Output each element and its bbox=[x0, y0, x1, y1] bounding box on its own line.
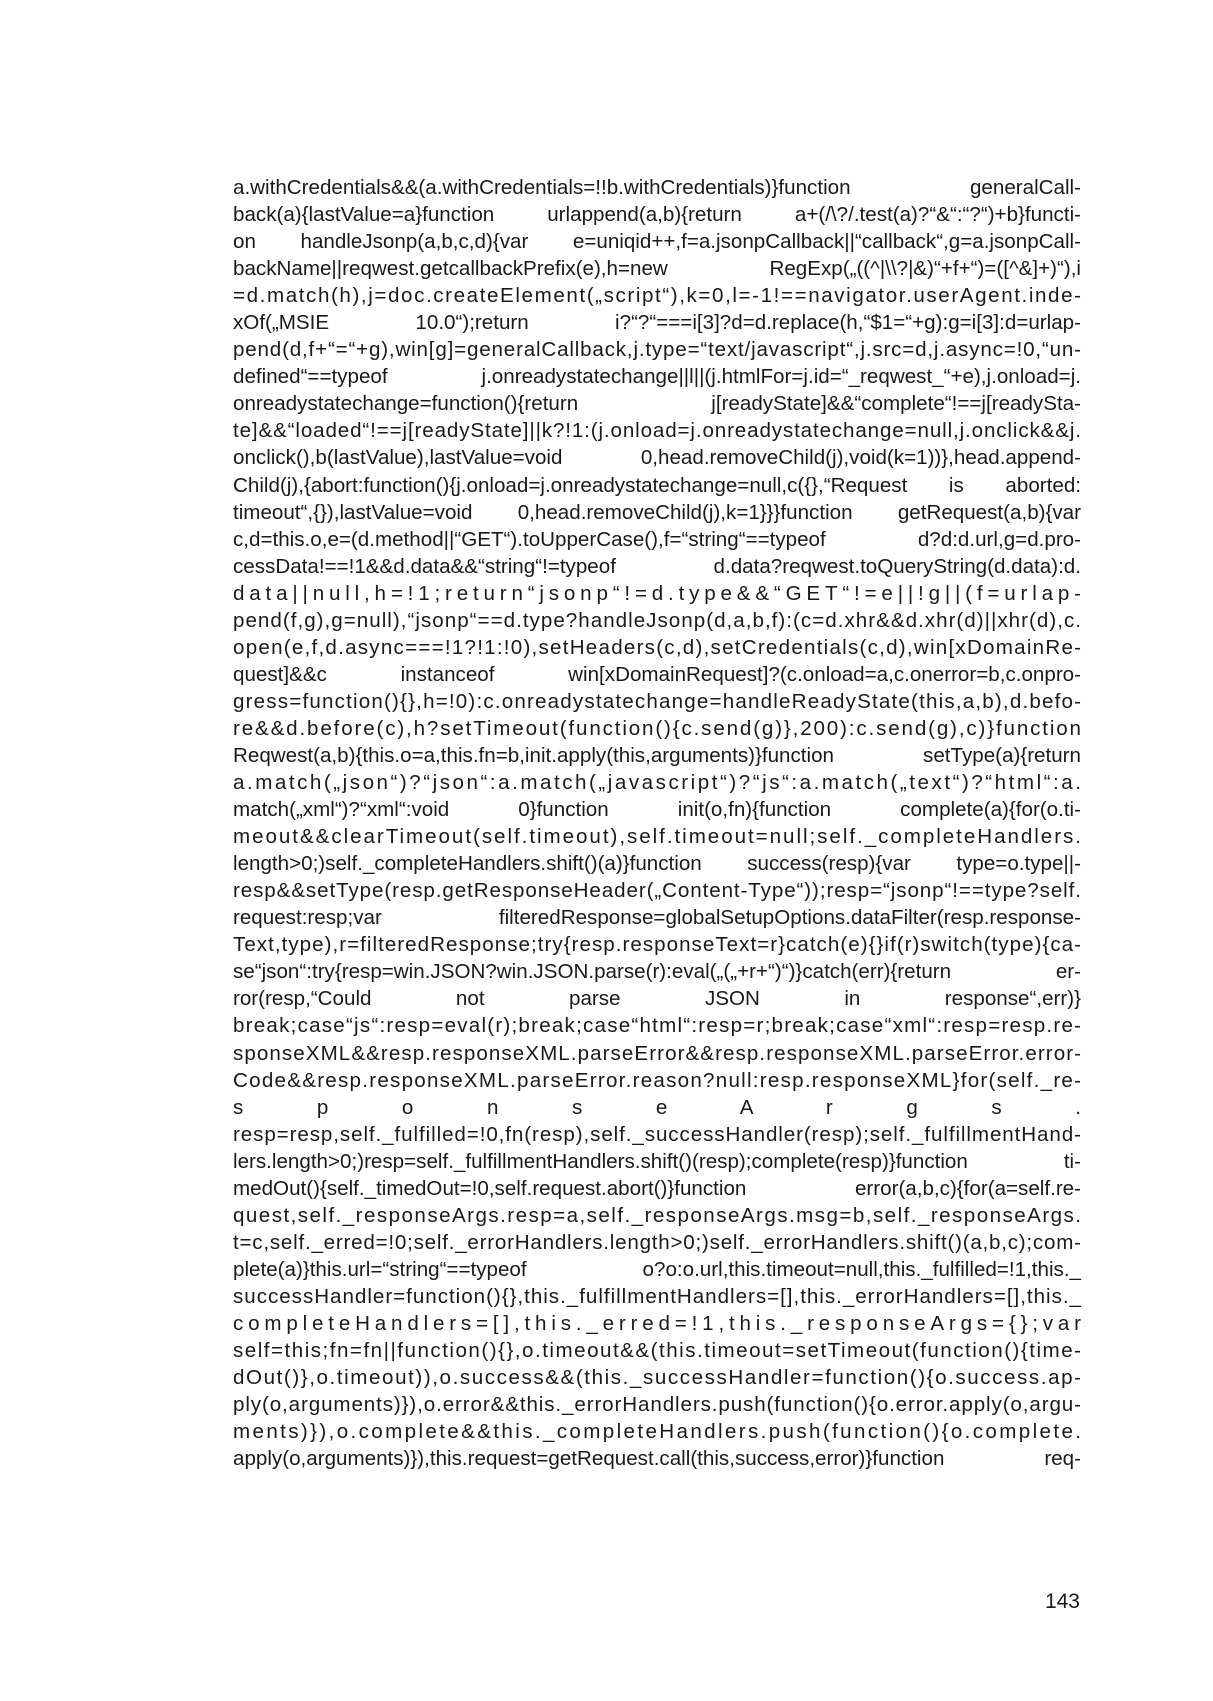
text-line: apply(o,arguments)}),this.request=getRequest.call(this,success,error)}function req- bbox=[233, 1447, 1081, 1471]
text-line: request:resp;var filteredResponse=globalSetupOptions.dataFilter(resp.response- bbox=[233, 906, 1081, 930]
text-line: backName||reqwest.getcallbackPrefix(e),h=new RegExp(„((^|\\?|&)“+f+“)=([^&]+)“),i bbox=[233, 257, 1081, 281]
text-line: Code&&resp.responseXML.parseError.reason?null:resp.responseXML}for(self._re- bbox=[233, 1068, 1083, 1092]
text-line: a.match(„json“)?“json“:a.match(„javascript“)?“js“:a.match(„text“)?“html“:a. bbox=[233, 771, 1084, 795]
code-text-block bbox=[233, 174, 1086, 1472]
text-line: =d.match(h),j=doc.createElement(„script“),k=0,l=-1!==navigator.userAgent.inde- bbox=[233, 284, 1083, 308]
text-line: te]&&“loaded“!==j[readyState]||k?!1:(j.onload=j.onreadystatechange=null,j.onclick&&j. bbox=[233, 419, 1082, 443]
text-line: pend(d,f+“=“+g),win[g]=generalCallback,j.type=“text/javascript“,j.src=d,j.async=!0,“un- bbox=[233, 338, 1082, 362]
text-line: quest]&&c instanceof win[xDomainRequest]?(c.onload=a,c.onerror=b,c.onpro- bbox=[233, 662, 1081, 686]
text-line: successHandler=function(){},this._fulfillmentHandlers=[],this._errorHandlers=[],this._ bbox=[233, 1284, 1082, 1308]
text-line: back(a){lastValue=a}function urlappend(a,b){return a+(/\?/.test(a)?“&“:“?“)+b}functi- bbox=[233, 203, 1081, 227]
text-line: xOf(„MSIE 10.0“);return i?“?“===i[3]?d=d.replace(h,“$1=“+g):g=i[3]:d=urlap- bbox=[233, 311, 1081, 335]
text-line: re&&d.before(c),h?setTimeout(function(){c.send(g)},200):c.send(g),c)}function bbox=[233, 716, 1083, 740]
text-line: length>0;)self._completeHandlers.shift()(a)}function success(resp){var type=o.type||- bbox=[233, 852, 1081, 876]
page-number: 143 bbox=[1044, 1590, 1080, 1613]
text-line: timeout“,{}),lastValue=void 0,head.removeChild(j),k=1}}}function getRequest(a,b){var bbox=[233, 500, 1081, 524]
text-line: c,d=this.o,e=(d.method||“GET“).toUpperCase(),f=“string“==typeof d?d:d.url,g=d.pro- bbox=[233, 527, 1081, 551]
text-line: lers.length>0;)resp=self._fulfillmentHandlers.shift()(resp);complete(resp)}function ti- bbox=[233, 1149, 1081, 1173]
text-line: resp=resp,self._fulfilled=!0,fn(resp),self._successHandler(resp);self._fulfillmentHand- bbox=[233, 1122, 1082, 1146]
text-line: Reqwest(a,b){this.o=a,this.fn=b,init.apply(this,arguments)}function setType(a){return bbox=[233, 743, 1081, 767]
text-line: defined“==typeof j.onreadystatechange||l||(j.htmlFor=j.id=“_reqwest_“+e),j.onload=j. bbox=[233, 365, 1081, 389]
text-line: t=c,self._erred=!0;self._errorHandlers.length>0;)self._errorHandlers.shift()(a,b,c);com- bbox=[233, 1230, 1082, 1254]
text-line: medOut(){self._timedOut=!0,self.request.abort()}function error(a,b,c){for(a=self.re- bbox=[233, 1176, 1081, 1200]
text-line: gress=function(){},h=!0):c.onreadystatechange=handleReadyState(this,a,b),d.befo- bbox=[233, 689, 1083, 713]
text-line: sponseXML&&resp.responseXML.parseError&&resp.responseXML.parseError.error- bbox=[233, 1041, 1083, 1065]
text-line: completeHandlers=[],this._erred=!1,this._responseArgs={};var bbox=[233, 1311, 1086, 1335]
text-line: quest,self._responseArgs.resp=a,self._responseArgs.msg=b,self._responseArgs. bbox=[233, 1203, 1083, 1227]
text-line: open(e,f,d.async===!1?!1:!0),setHeaders(c,d),setCredentials(c,d),win[xDomainRe- bbox=[233, 635, 1083, 659]
text-line: ments)}),o.complete&&this._completeHandlers.push(function(){o.complete. bbox=[233, 1420, 1084, 1444]
text-line: dOut()},o.timeout)),o.success&&(this._successHandler=function(){o.success.ap- bbox=[233, 1366, 1083, 1390]
text-line: cessData!==!1&&d.data&&“string“!=typeof d.data?reqwest.toQueryString(d.data):d. bbox=[233, 554, 1081, 578]
text-line: Text,type),r=filteredResponse;try{resp.responseText=r}catch(e){}if(r)switch(type){ca- bbox=[233, 933, 1083, 957]
text-line: onreadystatechange=function(){return j[readyState]&&“complete“!==j[readySta- bbox=[233, 392, 1081, 416]
text-line: Child(j),{abort:function(){j.onload=j.onreadystatechange=null,c({},“Request is aborted: bbox=[233, 473, 1081, 497]
text-line: s p o n s e A r g s . bbox=[233, 1095, 1081, 1119]
text-line: break;case“js“:resp=eval(r);break;case“html“:resp=r;break;case“xml“:resp=resp.re- bbox=[233, 1014, 1083, 1038]
text-line: data||null,h=!1;return“jsonp“!=d.type&&“GET“!=e||!g||(f=urlap- bbox=[233, 581, 1086, 605]
text-line: se“json“:try{resp=win.JSON?win.JSON.parse(r):eval(„(„+r+“)“)}catch(err){return er- bbox=[233, 960, 1081, 984]
text-line: a.withCredentials&&(a.withCredentials=!!b.withCredentials)}function generalCall- bbox=[233, 176, 1081, 199]
text-line: ply(o,arguments)}),o.error&&this._errorHandlers.push(function(){o.error.apply(o,argu- bbox=[233, 1393, 1082, 1417]
text-line: self=this;fn=fn||function(){},o.timeout&&(this.timeout=setTimeout(function(){time- bbox=[233, 1339, 1083, 1363]
text-line: meout&&clearTimeout(self.timeout),self.timeout=null;self._completeHandlers. bbox=[233, 825, 1083, 849]
text-line: resp&&setType(resp.getResponseHeader(„Content-Type“));resp=“jsonp“!==type?self. bbox=[233, 879, 1082, 903]
text-line: match(„xml“)?“xml“:void 0}function init(o,fn){function complete(a){for(o.ti- bbox=[233, 798, 1081, 822]
text-line: onclick(),b(lastValue),lastValue=void 0,head.removeChild(j),void(k=1))},head.append- bbox=[233, 446, 1081, 470]
text-line: plete(a)}this.url=“string“==typeof o?o:o.url,this.timeout=null,this._fulfilled=!1,this._ bbox=[233, 1257, 1081, 1281]
text-line: on handleJsonp(a,b,c,d){var e=uniqid++,f=a.jsonpCallback||“callback“,g=a.jsonpCall- bbox=[233, 230, 1081, 254]
text-line: pend(f,g),g=null),“jsonp“==d.type?handleJsonp(d,a,b,f):(c=d.xhr&&d.xhr(d)||xhr(d),c. bbox=[233, 608, 1083, 632]
text-line: ror(resp,“Could not parse JSON in response“,err)} bbox=[233, 987, 1081, 1011]
